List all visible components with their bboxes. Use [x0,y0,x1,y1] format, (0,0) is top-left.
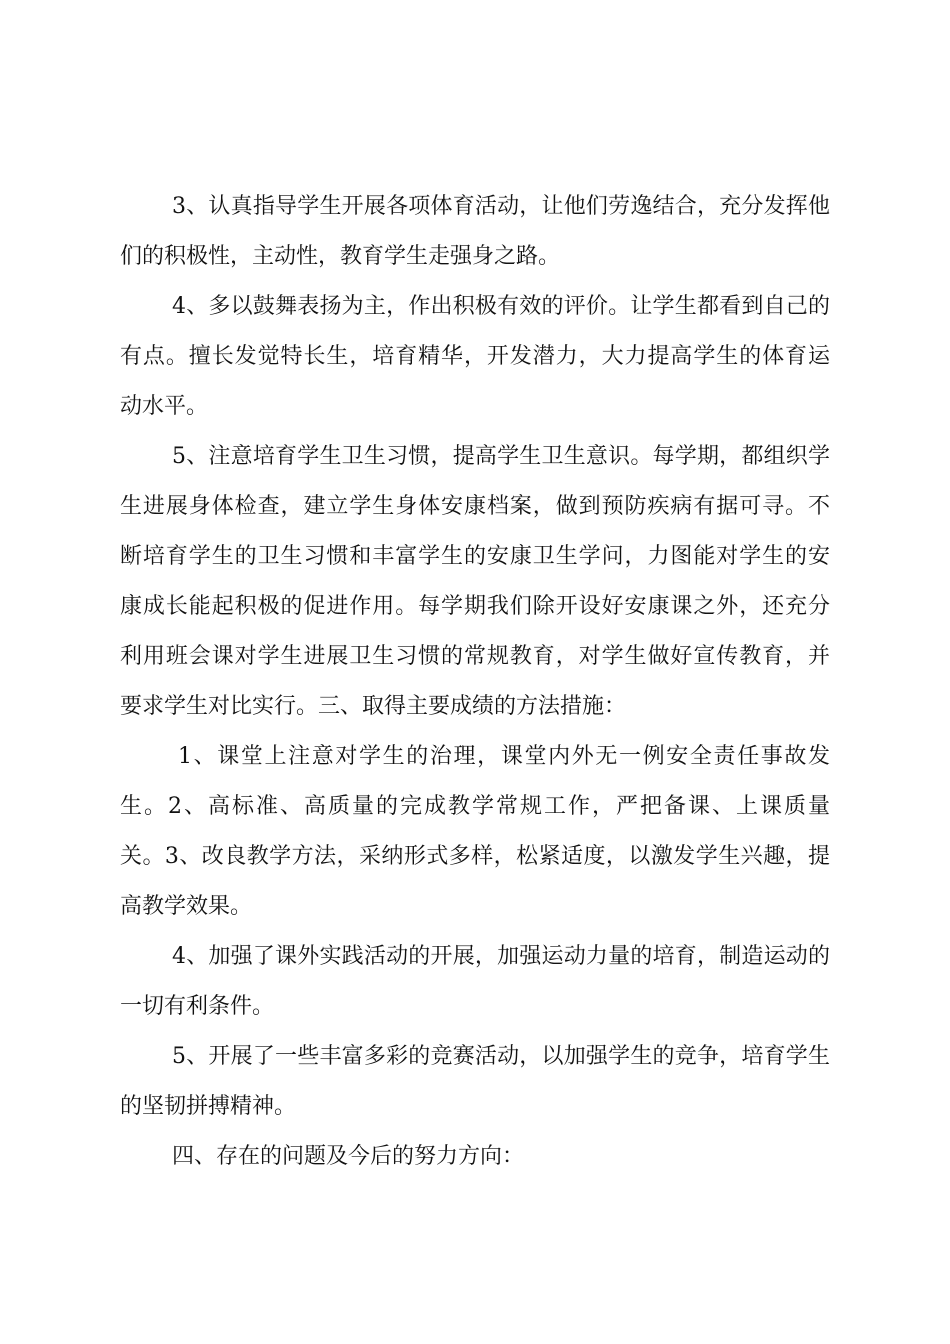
paragraph-4-line-3: 关。3、改良教学方法，采纳形式多样，松紧适度，以激发学生兴趣，提 [120,844,830,869]
paragraph-1-line-1: 3、认真指导学生开展各项体育活动，让他们劳逸结合，充分发挥他 [172,194,830,219]
section-heading-four: 四、存在的问题及今后的努力方向： [172,1144,525,1169]
paragraph-3-line-4: 康成长能起积极的促进作用。每学期我们除开设好安康课之外，还充分 [120,594,830,619]
paragraph-2-line-3: 动水平。 [120,394,209,419]
paragraph-5-line-1: 4、加强了课外实践活动的开展，加强运动力量的培育，制造运动的 [172,944,830,969]
paragraph-5-line-2: 一切有利条件。 [120,994,275,1019]
paragraph-1-line-2: 们的积极性，主动性，教育学生走强身之路。 [120,244,561,269]
paragraph-4-line-1: 1、课堂上注意对学生的治理，课堂内外无一例安全责任事故发 [178,744,830,769]
paragraph-4-line-2: 生。2、高标准、高质量的完成教学常规工作，严把备课、上课质量 [120,794,830,819]
paragraph-4-line-4: 高教学效果。 [120,894,253,919]
paragraph-3-line-2: 生进展身体检查，建立学生身体安康档案，做到预防疾病有据可寻。不 [120,494,830,519]
paragraph-3-line-6: 要求学生对比实行。三、取得主要成绩的方法措施： [120,694,627,719]
paragraph-3-line-1: 5、注意培育学生卫生习惯，提高学生卫生意识。每学期，都组织学 [172,444,830,469]
paragraph-2-line-1: 4、多以鼓舞表扬为主，作出积极有效的评价。让学生都看到自己的 [172,294,830,319]
paragraph-3-line-5: 利用班会课对学生进展卫生习惯的常规教育，对学生做好宣传教育，并 [120,644,830,669]
paragraph-6-line-1: 5、开展了一些丰富多彩的竞赛活动，以加强学生的竞争，培育学生 [172,1044,830,1069]
paragraph-3-line-3: 断培育学生的卫生习惯和丰富学生的安康卫生学问，力图能对学生的安 [120,544,830,569]
paragraph-6-line-2: 的坚韧拼搏精神。 [120,1094,297,1119]
paragraph-2-line-2: 有点。擅长发觉特长生，培育精华，开发潜力，大力提高学生的体育运 [120,344,830,369]
